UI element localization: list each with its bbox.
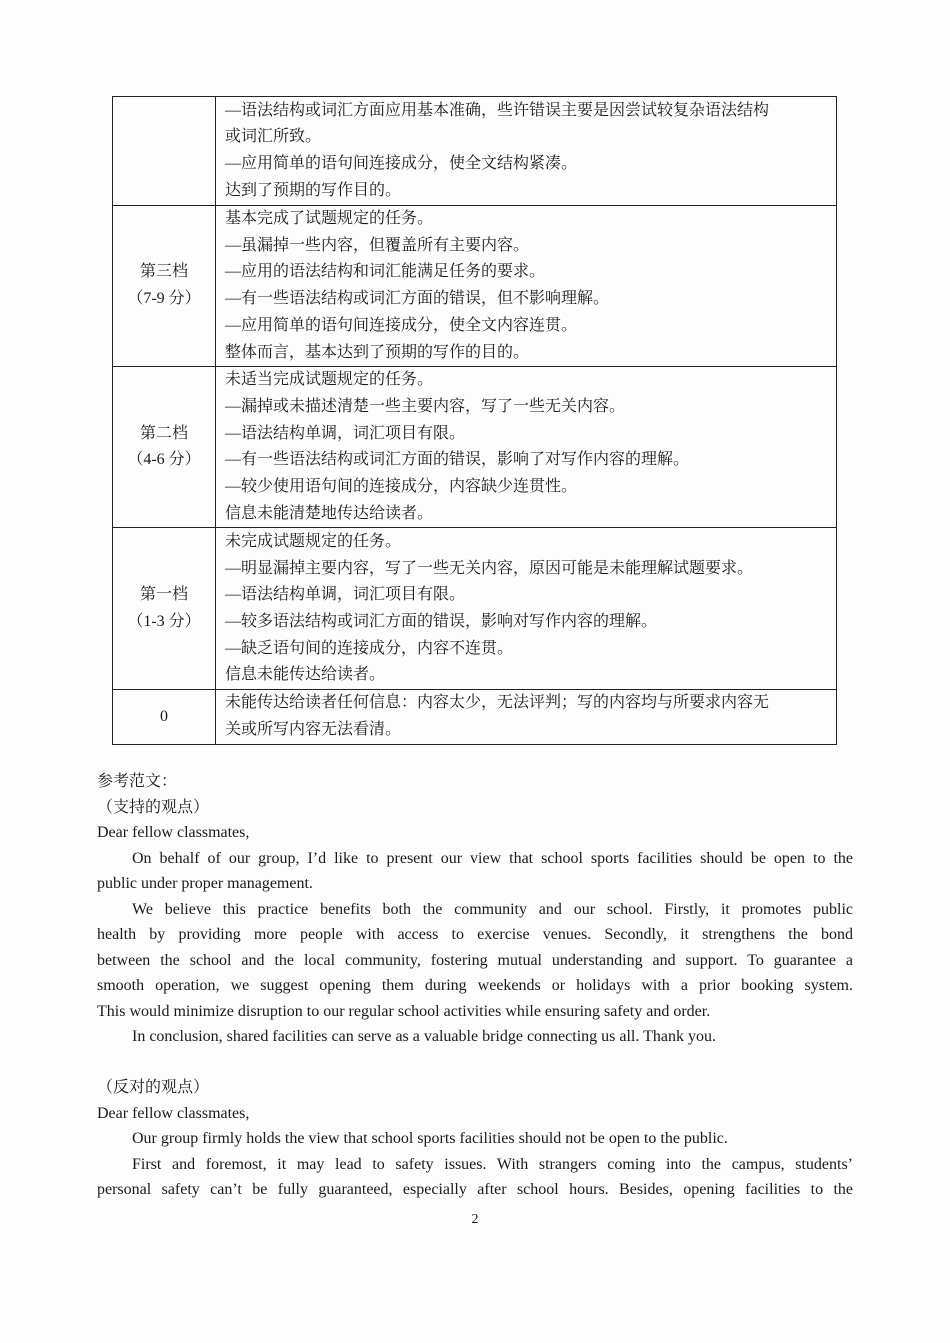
level-cell [113,206,216,367]
criterion-line: —应用的语法结构和词汇能满足任务的要求。 [225,263,546,281]
criterion-line: 未能传达给读者任何信息：内容太少，无法评判；写的内容均与所要求内容无 [225,694,770,712]
description-cell [216,690,837,744]
criterion-line: 基本完成了试题规定的任务。 [225,210,434,227]
essay-line: In conclusion, shared facilities can serve as a valuable bridge connecting us all. Thank you. [132,1028,716,1045]
essay-line: On behalf of our group, I’d like to present our view that school sports facilities should be open to the [132,849,853,867]
page-number: 2 [471,1212,479,1227]
criterion-line: —较多语法结构或词汇方面的错误，影响对写作内容的理解。 [225,612,658,630]
criterion-line: 信息未能传达给读者。 [225,666,386,684]
rubric-row-level-0 [113,690,837,744]
essay-line: personal safety can’t be fully guaranteed, especially after school hours. Besides, opening facilities to the [97,1181,853,1198]
criterion-line: —有一些语法结构或词汇方面的错误，影响了对写作内容的理解。 [225,451,690,469]
criterion-line: —语法结构单调，词汇项目有限。 [225,586,466,604]
criterion-line: 未完成试题规定的任务。 [225,532,402,550]
essay-line: First and foremost, it may lead to safety issues. With strangers coming into the campus, students’ [132,1155,853,1173]
criterion-line: 或词汇所致。 [225,128,322,146]
sample-heading: 参考范文： [97,773,178,790]
rubric-row-continued [113,97,837,206]
essay-line: This would minimize disruption to our regular school activities while ensuring safety and order. [97,1002,711,1020]
blank-line [97,1050,853,1076]
oppose-label: （反对的观点） [97,1079,210,1096]
description-cell [216,367,837,528]
criterion-line: 达到了预期的写作目的。 [225,181,402,199]
criterion-line: —有一些语法结构或词汇方面的错误，但不影响理解。 [225,290,610,308]
criterion-line: —语法结构或词汇方面应用基本准确，些许错误主要是因尝试较复杂语法结构 [225,101,770,119]
level-cell [113,528,216,690]
level-name: 0 [160,707,168,725]
rubric-row-level-1 [113,528,837,690]
support-greeting: Dear fellow classmates, [97,824,250,841]
criterion-line: —缺乏语句间的连接成分，内容不连贯。 [225,639,514,657]
criterion-line: 整体而言，基本达到了预期的写作的目的。 [225,343,530,361]
oppose-greeting: Dear fellow classmates, [97,1104,250,1122]
essay-line: public under proper management. [97,875,313,892]
level-range: （1-3 分） [127,612,201,630]
sample-essays [97,769,853,1203]
level-range: （4-6 分） [127,451,201,469]
level-cell [113,97,216,206]
scoring-rubric-table [112,96,837,745]
criterion-line: 信息未能清楚地传达给读者。 [225,504,434,522]
level-name: 第一档 [139,586,188,604]
essay-line: Our group firmly holds the view that school sports facilities should not be open to the public. [132,1130,728,1147]
criterion-line: —明显漏掉主要内容，写了一些无关内容，原因可能是未能理解试题要求。 [225,559,754,577]
rubric-row-level-2 [113,367,837,528]
criterion-line: 关或所写内容无法看清。 [225,721,402,739]
criterion-line: 未适当完成试题规定的任务。 [225,371,434,389]
criterion-line: —应用简单的语句间连接成分，使全文结构紧凑。 [225,155,578,172]
level-name: 第三档 [139,263,188,281]
level-range: （7-9 分） [127,290,201,308]
description-cell [216,206,837,367]
level-cell [113,367,216,528]
criterion-line: —漏掉或未描述清楚一些主要内容，写了一些无关内容。 [225,397,626,415]
description-cell [216,97,837,206]
rubric-row-level-3 [113,206,837,367]
level-name: 第二档 [139,424,188,442]
essay-line: We believe this practice benefits both the community and our school. Firstly, it promotes public [132,900,853,918]
essay-line: between the school and the local community, fostering mutual understanding and support. To guarantee a [97,951,853,969]
criterion-line: —虽漏掉一些内容，但覆盖所有主要内容。 [225,236,530,254]
description-cell [216,528,837,690]
level-cell [113,690,216,744]
criterion-line: —语法结构单调，词汇项目有限。 [225,424,466,442]
essay-line: health by providing more people with access to exercise venues. Secondly, it strengthens the bond [97,926,853,943]
criterion-line: —应用简单的语句间连接成分，使全文内容连贯。 [225,316,578,334]
essay-line: smooth operation, we suggest opening them during weekends or holidays with a prior booking system. [97,977,853,994]
support-label: （支持的观点） [97,798,210,816]
criterion-line: —较少使用语句间的连接成分，内容缺少连贯性。 [225,478,578,496]
